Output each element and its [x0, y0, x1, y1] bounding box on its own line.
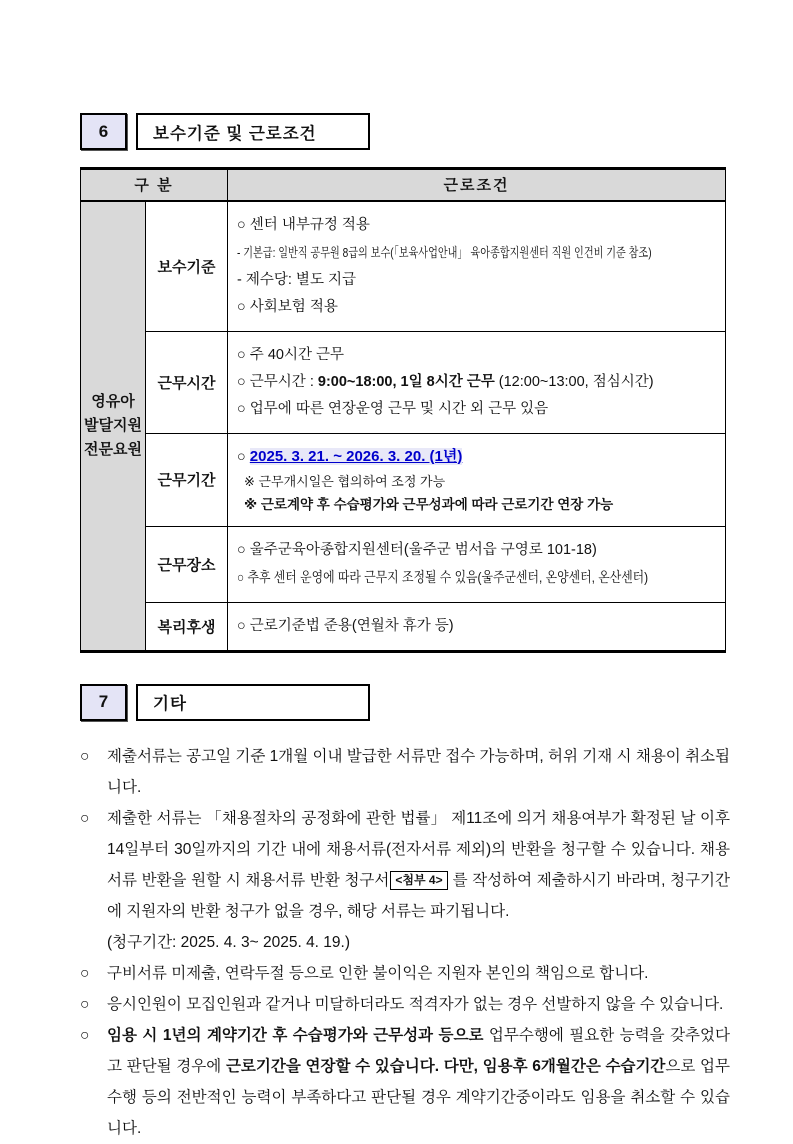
period-line	[237, 444, 717, 470]
note-text: 응시인원이 모집인원과 같거나 미달하더라도 적격자가 없는 경우 선발하지 않을 수 있습니다.	[107, 995, 724, 1013]
document-page	[80, 113, 731, 1144]
circle-bullet-icon: ○	[80, 1026, 90, 1044]
category-line: 전문요원	[84, 440, 142, 458]
welfare-line: ○ 근로기준법 준용(연월차 휴가 등)	[237, 617, 454, 634]
welfare-content-cell	[228, 602, 726, 651]
note5-regular-1: 업무수행에 필요한 능력을 갖추었다고 판단될 경우에	[107, 1026, 730, 1075]
place-relocation-text: ○ 추후 센터 운영에 따라 근무지 조정될 수 있음(울주군센터, 온양센터, 온산센터)	[237, 568, 649, 585]
note5-regular-2: 으로 업무 수행 등의 전반적인 능력이 부족하다고 판단될 경우 계약기간중이라도 임용을 취소할 수 있습니다.	[107, 1057, 731, 1137]
note2-part1: 제출한 서류는 「채용절차의 공정화에 관한 법률」 제11조에 의거 채용여부가 확정된 날 이후 14일부터 30일까지의 기간 내에 채용서류(전자서류 제외)의 반환을 청구할 수 있습니다. 채용서류 반환을 원할 시 채용서류 반환 청구서	[107, 809, 730, 889]
section-6-number: 6	[80, 113, 127, 150]
note-text	[107, 1020, 730, 1144]
place-line	[237, 564, 717, 592]
hours-content-cell	[228, 331, 726, 433]
period-note: ※ 근무개시일은 협의하여 조정 가능	[244, 473, 446, 489]
hours-line: ○ 업무에 따른 연장운영 근무 및 시간 외 근무 있음	[237, 400, 549, 417]
pay-line: - 제수당: 별도 지급	[237, 271, 356, 288]
hours-prefix: ○ 근무시간 :	[237, 373, 318, 390]
table-row	[81, 526, 726, 602]
hours-suffix: (12:00~13:00, 점심시간)	[494, 373, 654, 390]
note-item-3	[80, 958, 730, 989]
note-item-2	[80, 803, 730, 958]
circle-bullet-icon: ○	[80, 747, 90, 765]
table-header-row	[81, 169, 726, 201]
column-header-category: 구 분	[81, 169, 228, 201]
note-text: 구비서류 미제출, 연락두절 등으로 인한 불이익은 지원자 본인의 책임으로 합니다.	[107, 964, 649, 982]
period-marker: ○	[237, 448, 250, 465]
section-7-number: 7	[80, 684, 127, 721]
section-7-title: 기타	[136, 684, 370, 721]
place-content-cell	[228, 526, 726, 602]
period-note-bold: ※ 근로계약 후 수습평가와 근무성과에 따라 근로기간 연장 가능	[244, 496, 614, 512]
column-header-conditions: 근로조건	[228, 169, 726, 201]
section-7-header	[80, 684, 726, 721]
attachment-4-badge: <첨부 4>	[390, 871, 447, 890]
row-label-pay: 보수기준	[146, 201, 228, 332]
pay-line	[237, 239, 717, 267]
section-6-title: 보수기준 및 근로조건	[136, 113, 370, 150]
row-label-welfare: 복리후생	[146, 602, 228, 651]
pay-content-cell	[228, 201, 726, 332]
note-text	[107, 803, 730, 958]
table-row	[81, 602, 726, 651]
pay-line: ○ 센터 내부규정 적용	[237, 216, 370, 233]
note2-part2: 를 작성하여 제출하시기 바라며, 청구기간에 지원자의 반환 청구가 없을 경우, 해당 서류는 파기됩니다.	[107, 871, 730, 920]
notes-list	[80, 741, 730, 1144]
pay-basic-salary-text: - 기본급: 일반직 공무원 8급의 보수(「보육사업안내」 육아종합지원센터 직원 인건비 기준 참조)	[237, 244, 652, 260]
category-line: 영유아	[91, 392, 135, 410]
section-6-header	[80, 113, 726, 150]
table-row	[81, 433, 726, 526]
place-line: ○ 울주군육아종합지원센터(울주군 범서읍 구영로 101-18)	[237, 541, 597, 558]
row-label-period: 근무기간	[146, 433, 228, 526]
circle-bullet-icon: ○	[80, 964, 90, 982]
hours-bold-time: 9:00~18:00, 1일 8시간 근무	[317, 373, 495, 390]
row-label-place: 근무장소	[146, 526, 228, 602]
circle-bullet-icon: ○	[80, 995, 90, 1013]
period-content-cell	[228, 433, 726, 526]
category-line: 발달지원	[84, 416, 142, 434]
note5-bold-1: 임용 시 1년의 계약기간 후 수습평가와 근무성과 등으로	[107, 1026, 484, 1044]
table-row	[81, 331, 726, 433]
note-item-1	[80, 741, 730, 803]
note2-claim-period: (청구기간: 2025. 4. 3~ 2025. 4. 19.)	[107, 933, 351, 951]
circle-bullet-icon: ○	[80, 809, 90, 827]
note5-bold-2: 근로기간을 연장할 수 있습니다. 다만, 임용후 6개월간은 수습기간	[225, 1057, 666, 1075]
hours-line: ○ 주 40시간 근무	[237, 346, 345, 363]
note-item-4	[80, 989, 730, 1020]
hours-line	[237, 369, 717, 396]
row-label-hours: 근무시간	[146, 331, 228, 433]
table-row	[81, 201, 726, 332]
employment-period-link[interactable]: 2025. 3. 21. ~ 2026. 3. 20. (1년)	[249, 447, 463, 465]
category-cell	[81, 201, 146, 652]
pay-line: ○ 사회보험 적용	[237, 298, 338, 315]
note-item-5	[80, 1020, 730, 1144]
note-text: 제출서류는 공고일 기준 1개월 이내 발급한 서류만 접수 가능하며, 허위 기재 시 채용이 취소됩니다.	[107, 747, 730, 796]
working-conditions-table	[80, 167, 726, 653]
